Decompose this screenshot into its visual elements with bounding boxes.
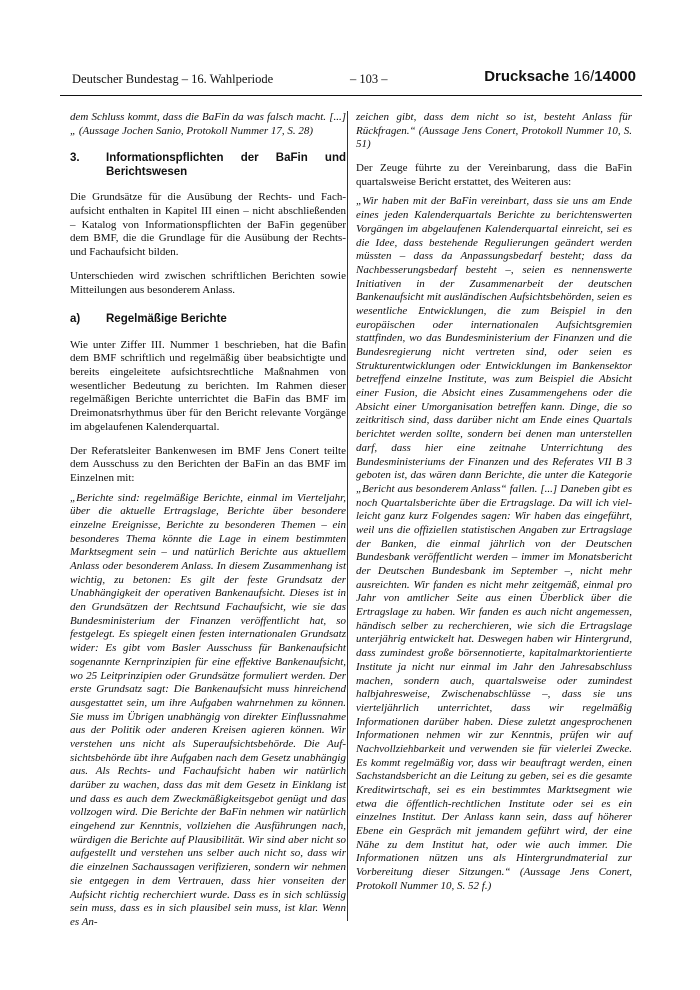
paragraph: Unterschieden wird zwischen schriftlichen Berichten sowie Mitteilungen aus besonderem Anlass. — [70, 269, 346, 296]
section-number: 3. — [70, 152, 80, 165]
section-number: a) — [70, 313, 81, 326]
right-column — [356, 111, 632, 904]
section-heading-a — [70, 313, 346, 327]
paragraph: Die Grundsätze für die Ausübung der Rechts- und Fachaufsicht enthalten in Kapitel III einen – nicht abschließenden – Katalog von Informationspflichten der BaFin gegenüber dem BMF, die die Grundlage für die Ausübung der Rechts- und Fachaufsicht bilden. — [70, 191, 346, 259]
paragraph: Wie unter Ziffer III. Nummer 1 beschrieben, hat die Bafin dem BMF schriftlich und regelmäßig über beabsichtigte und bereits eingeleitete aufsichtsrechtliche Maßnahmen von wesentlicher Bedeutung zu berichten. Im Rahmen dieser regelmäßigen Berichte unterrichtet die BaFin das BMF im Dreimonatsrhythmus über für den Bericht relevante Vorgänge im abgelaufenen Kalenderquartal. — [70, 338, 346, 433]
left-column — [70, 111, 346, 940]
paragraph: Der Zeuge führte zu der Vereinbarung, dass die BaFin quartalsweise Bericht erstattet, des Weiteren aus: — [356, 162, 632, 188]
block-quote: „Wir haben mit der BaFin vereinbart, dass sie uns am Ende eines jeden Kalenderquartals Berichte zu berichtenswerten Vorgängen im abgelaufenen Kalenderquartal einreicht, sei es die Idee, dass bestehende Regulierungen geändert werden müssten – dass da Anpassungsbedarf besteht; dass da Nachbesserungsbedarf besteht –, seien es nennenswerte Initiativen in der Zusammenarbeit der deutschen Bankenaufsicht mit ausländischen Aufsichtsbehörden, seien es wesentliche Entwicklungen, die zum Beispiel in den europäischen oder internationalen Aufsichtsgremien stattfinden, wo das Bundesministerium der Finanzen und die Bundesregierung nicht vertreten sind, oder seien es Strukturentwicklungen oder Entwicklungen im Bankensektor betreffend einzelne Institute, was zum Beispiel die Absicht einer Fusion, die Absicht eines Zusammengehens oder die Absicht einer Umorganisation betreffen kann. Dinge, die so zeitkritisch sind, dass darüber nicht am Ende eines Quartals berichtet werden sollte, sondern bei denen man unterstellen darf, dass hier eine zeitnahe Unterrichtung des Bundesministeriums der Finanzen und des Referates VII B 3 geboten ist, das wären dann Berichte, die unter die Kategorie „Bericht aus besonderem Anlass“ fallen. [...] Daneben gibt es noch Quartalsberichte über die Ertragslage. Da will ich vielleicht ganz kurz Folgendes sagen: Wir haben das eingeführt, weil uns die offiziellen statistischen Angaben zur Ertragslage der Banken, die einmal jährlich von der Deutschen Bundesbank veröffentlicht werden – immer im Monatsbericht der Deutschen Bundesbank im September –, nicht mehr ausreichten. Wir fanden es nicht mehr zeitgemäß, einmal pro Jahr von amtlicher Seite aus einen Überblick über die Ertragslage zu haben. Wir fanden es auch nicht angemessen, händisch selber zu recherchieren, wie sich die Ertragslage unterjährig entwickelt hat. Deswegen haben wir Hintergrund, dass zumindest große börsennotierte, kapitalmarktorientierte Institute ja nicht nur einmal im Jahr den Jahresabschluss machen, sondern auch, quartalsweise oder zumindest halbjahresweise, Zwischenabschlüsse –, dass sie uns vierteljährlich unterrichtet, dass wir regelmäßig Informationen darüber haben. Diese zuletzt angesprochenen Informationen nehmen wir zur Kenntnis, prüfen wir auf Nachvollziehbarkeit und verwenden sie für vielerlei Zwecke. Es kommt regelmäßig vor, dass wir beauftragt werden, einen Sachstandsbericht an die Leitung zu geben, sei es die gesamte Kreditwirtschaft, sei es ein bestimmtes Marktsegment wie etwa die öffentlich-rechtlichen Institute oder sei es ein einzelnes Institut. Der Anlass kann sein, dass auf höherer Ebene ein Gespräch mit jemandem geführt wird, der eine Nähe zu dem Institut hat, oder wie auch immer. Die Informationen nützen uns als Hintergrundmaterial zur Vorbereitung dieser Sitzungen.“ (Aussage Jens Conert, Protokoll Nummer 10, S. 52 f.) — [356, 195, 632, 892]
section-heading-3 — [70, 152, 346, 179]
quote-continuation: zeichen gibt, dass dem nicht so ist, besteht Anlass für Rückfragen.“ (Aussage Jens Conert, Protokoll Nummer 10, S. 51) — [356, 111, 632, 151]
paragraph: Der Referatsleiter Bankenwesen im BMF Jens Conert teilte dem Ausschuss zu den Berichten der BaFin an das BMF im Einzelnen mit: — [70, 444, 346, 484]
block-quote: „Berichte sind: regelmäßige Berichte, einmal im Vierteljahr, über die aktuelle Ertragslage, Berichte über besondere einzelne Ereignisse, Berichte zu besonderen Themen – ein besonderes Thema könnte die Lage in einem bestimmten Marktsegment sein – und natürlich Berichte aus aktuellem Anlass oder besonderem Anlass. In diesem Zusammenhang ist wichtig, zu betonen: Es gilt der feste Grundsatz der Unabhängigkeit der operativen Bankenaufsicht. Dieses ist in den Grundsätzen der Rechtsund Fachaufsicht, wie sie das Bundesministerium der Finanzen veröffentlicht hat, so festgelegt. Es spiegelt einen festen internationalen Grundsatz wider: Es gibt vom Basler Ausschuss für Bankenaufsicht sogenannte Kernprinzipien für eine effektive Bankenaufsicht, wo 25 Leitprinzipien oder Grundsätze formuliert werden. Der erste Grundsatz sagt: Die Bankenaufsicht muss hinreichend ausgestattet sein, um ihre Aufgaben wahrnehmen zu können. Sie muss im Übrigen unabhängig von direkter Einflussnahme aus der Politik oder anderen Kreisen agieren können. Wir verstehen uns nicht als Superaufsichtsbehörde. Die Aufsichtsbehörde übt ihre Aufgaben nach dem Gesetz unabhängig aus. Als Rechts- und Fachaufsicht haben wir natürlich darüber zu wachen, dass das mit dem Gesetz in Einklang ist und dass es auch dem Zweckmäßigkeitsgebot genügt und das vollzogen wird. Die Berichte der BaFin nehmen wir natürlich eingehend zur Kenntnis, vollziehen die Ausführungen nach, würdigen die Berichte auf Plausibilität. Wir sind aber nicht so aufgestellt und verstehen uns selber auch nicht so, dass wir die einzelnen Sachaussagen verifizieren, sondern wir nehmen sie entgegen in dem Vertrauen, dass hier vonseiten der Aufsicht richtig recherchiert wurde. Dass es in sich schlüssig sein muss, dass es in sich plausibel sein muss, ist klar. Wenn es An- — [70, 491, 346, 928]
doc-label: Drucksache — [484, 68, 574, 85]
header-publication: Deutscher Bundestag – 16. Wahlperiode — [72, 72, 274, 86]
doc-number: 14000 — [594, 68, 636, 85]
doc-number-prefix: 16/ — [573, 68, 595, 85]
column-divider — [347, 111, 348, 921]
page-number: – 103 – — [350, 72, 388, 86]
quote-end: dem Schluss kommt, dass die BaFin da was falsch macht. [...] „ (Aussage Jochen Sanio, Protokoll Nummer 17, S. 28) — [70, 111, 346, 137]
page-header — [60, 62, 642, 92]
document-number — [484, 68, 636, 85]
section-title: Regelmäßige Berichte — [106, 313, 227, 326]
section-title: Informationspflichten der BaFin und Berichtswesen — [106, 152, 346, 178]
header-rule — [60, 95, 642, 96]
